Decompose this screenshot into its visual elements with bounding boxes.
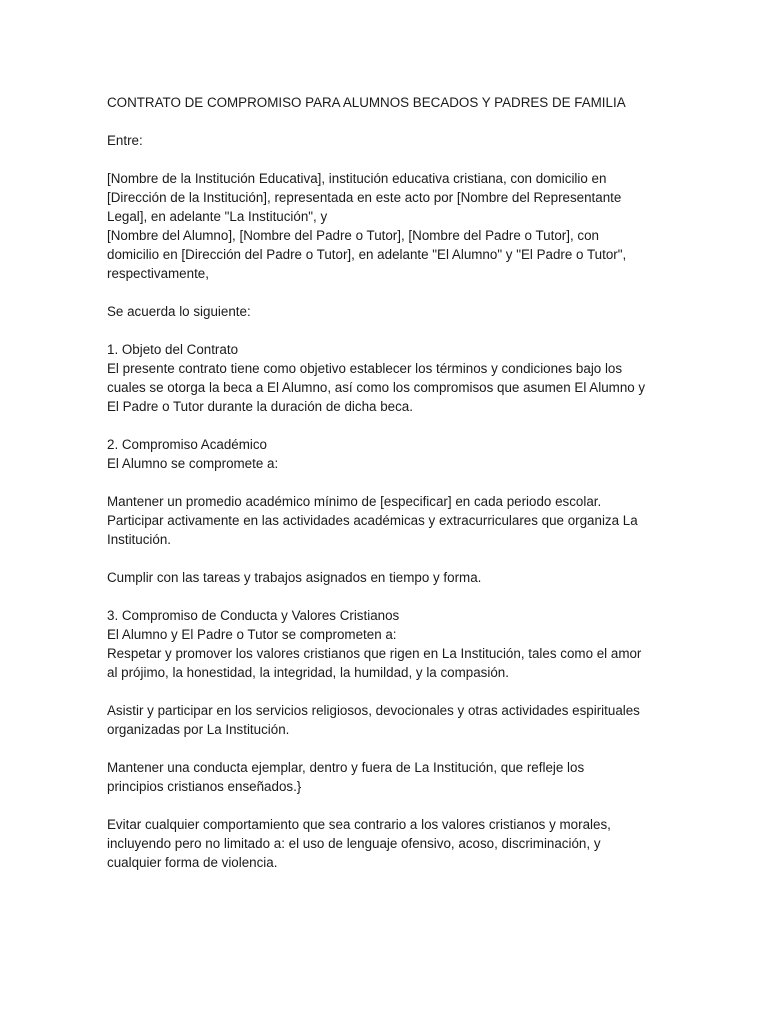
section-1-line: cuales se otorga la beca a El Alumno, así como los compromisos que asumen El Alumno y xyxy=(107,380,646,395)
section-3-item-line: Evitar cualquier comportamiento que sea contrario a los valores cristianos y morales, xyxy=(107,817,611,832)
parties-line: Legal], en adelante "La Institución", y xyxy=(107,209,328,224)
entre-label: Entre: xyxy=(107,133,143,148)
spacer xyxy=(107,682,662,701)
spacer xyxy=(107,549,662,568)
section-2-item-line: Participar activamente en las actividades académicas y extracurriculares que organiza La xyxy=(107,513,638,528)
section-2-item-line: Cumplir con las tareas y trabajos asignados en tiempo y forma. xyxy=(107,570,482,585)
section-1-line: El presente contrato tiene como objetivo establecer los términos y condiciones bajo los xyxy=(107,361,623,376)
section-3-item-line: Mantener una conducta ejemplar, dentro y fuera de La Institución, que refleje los xyxy=(107,760,585,775)
parties-line: [Nombre del Alumno], [Nombre del Padre o Tutor], [Nombre del Padre o Tutor], con xyxy=(107,228,599,243)
parties-line: [Dirección de la Institución], representada en este acto por [Nombre del Representante xyxy=(107,190,622,205)
spacer xyxy=(107,416,662,435)
section-3-item-line: Asistir y participar en los servicios religiosos, devocionales y otras actividades espirituales xyxy=(107,703,640,718)
spacer xyxy=(107,473,662,492)
spacer xyxy=(107,796,662,815)
section-3-item-line: principios cristianos enseñados.} xyxy=(107,779,302,794)
document-body xyxy=(107,93,662,872)
agreement-statement: Se acuerda lo siguiente: xyxy=(107,304,251,319)
section-2-item-line: Mantener un promedio académico mínimo de [especificar] en cada periodo escolar. xyxy=(107,494,602,509)
section-2-intro: El Alumno se compromete a: xyxy=(107,456,279,471)
section-3-item-line: cualquier forma de violencia. xyxy=(107,855,278,870)
spacer xyxy=(107,321,662,340)
parties-line: [Nombre de la Institución Educativa], institución educativa cristiana, con domicilio en xyxy=(107,171,607,186)
section-1-heading: 1. Objeto del Contrato xyxy=(107,342,239,357)
section-3-item-line: incluyendo pero no limitado a: el uso de lenguaje ofensivo, acoso, discriminación, y xyxy=(107,836,601,851)
section-1-line: El Padre o Tutor durante la duración de dicha beca. xyxy=(107,399,413,414)
spacer xyxy=(107,150,662,169)
spacer xyxy=(107,587,662,606)
section-2-heading: 2. Compromiso Académico xyxy=(107,437,268,452)
parties-line: domicilio en [Dirección del Padre o Tutor], en adelante "El Alumno" y "El Padre o Tutor", xyxy=(107,247,627,262)
spacer xyxy=(107,283,662,302)
spacer xyxy=(107,112,662,131)
section-2-item-line: Institución. xyxy=(107,532,172,547)
section-3-item-line: organizadas por La Institución. xyxy=(107,722,290,737)
document-title: CONTRATO DE COMPROMISO PARA ALUMNOS BECADOS Y PADRES DE FAMILIA xyxy=(107,95,626,110)
parties-line: respectivamente, xyxy=(107,266,209,281)
section-3-item-line: al prójimo, la honestidad, la integridad, la humildad, y la compasión. xyxy=(107,665,509,680)
section-3-heading: 3. Compromiso de Conducta y Valores Cristianos xyxy=(107,608,400,623)
section-3-intro: El Alumno y El Padre o Tutor se comprometen a: xyxy=(107,627,397,642)
section-3-item-line: Respetar y promover los valores cristianos que rigen en La Institución, tales como el amor xyxy=(107,646,642,661)
spacer xyxy=(107,739,662,758)
